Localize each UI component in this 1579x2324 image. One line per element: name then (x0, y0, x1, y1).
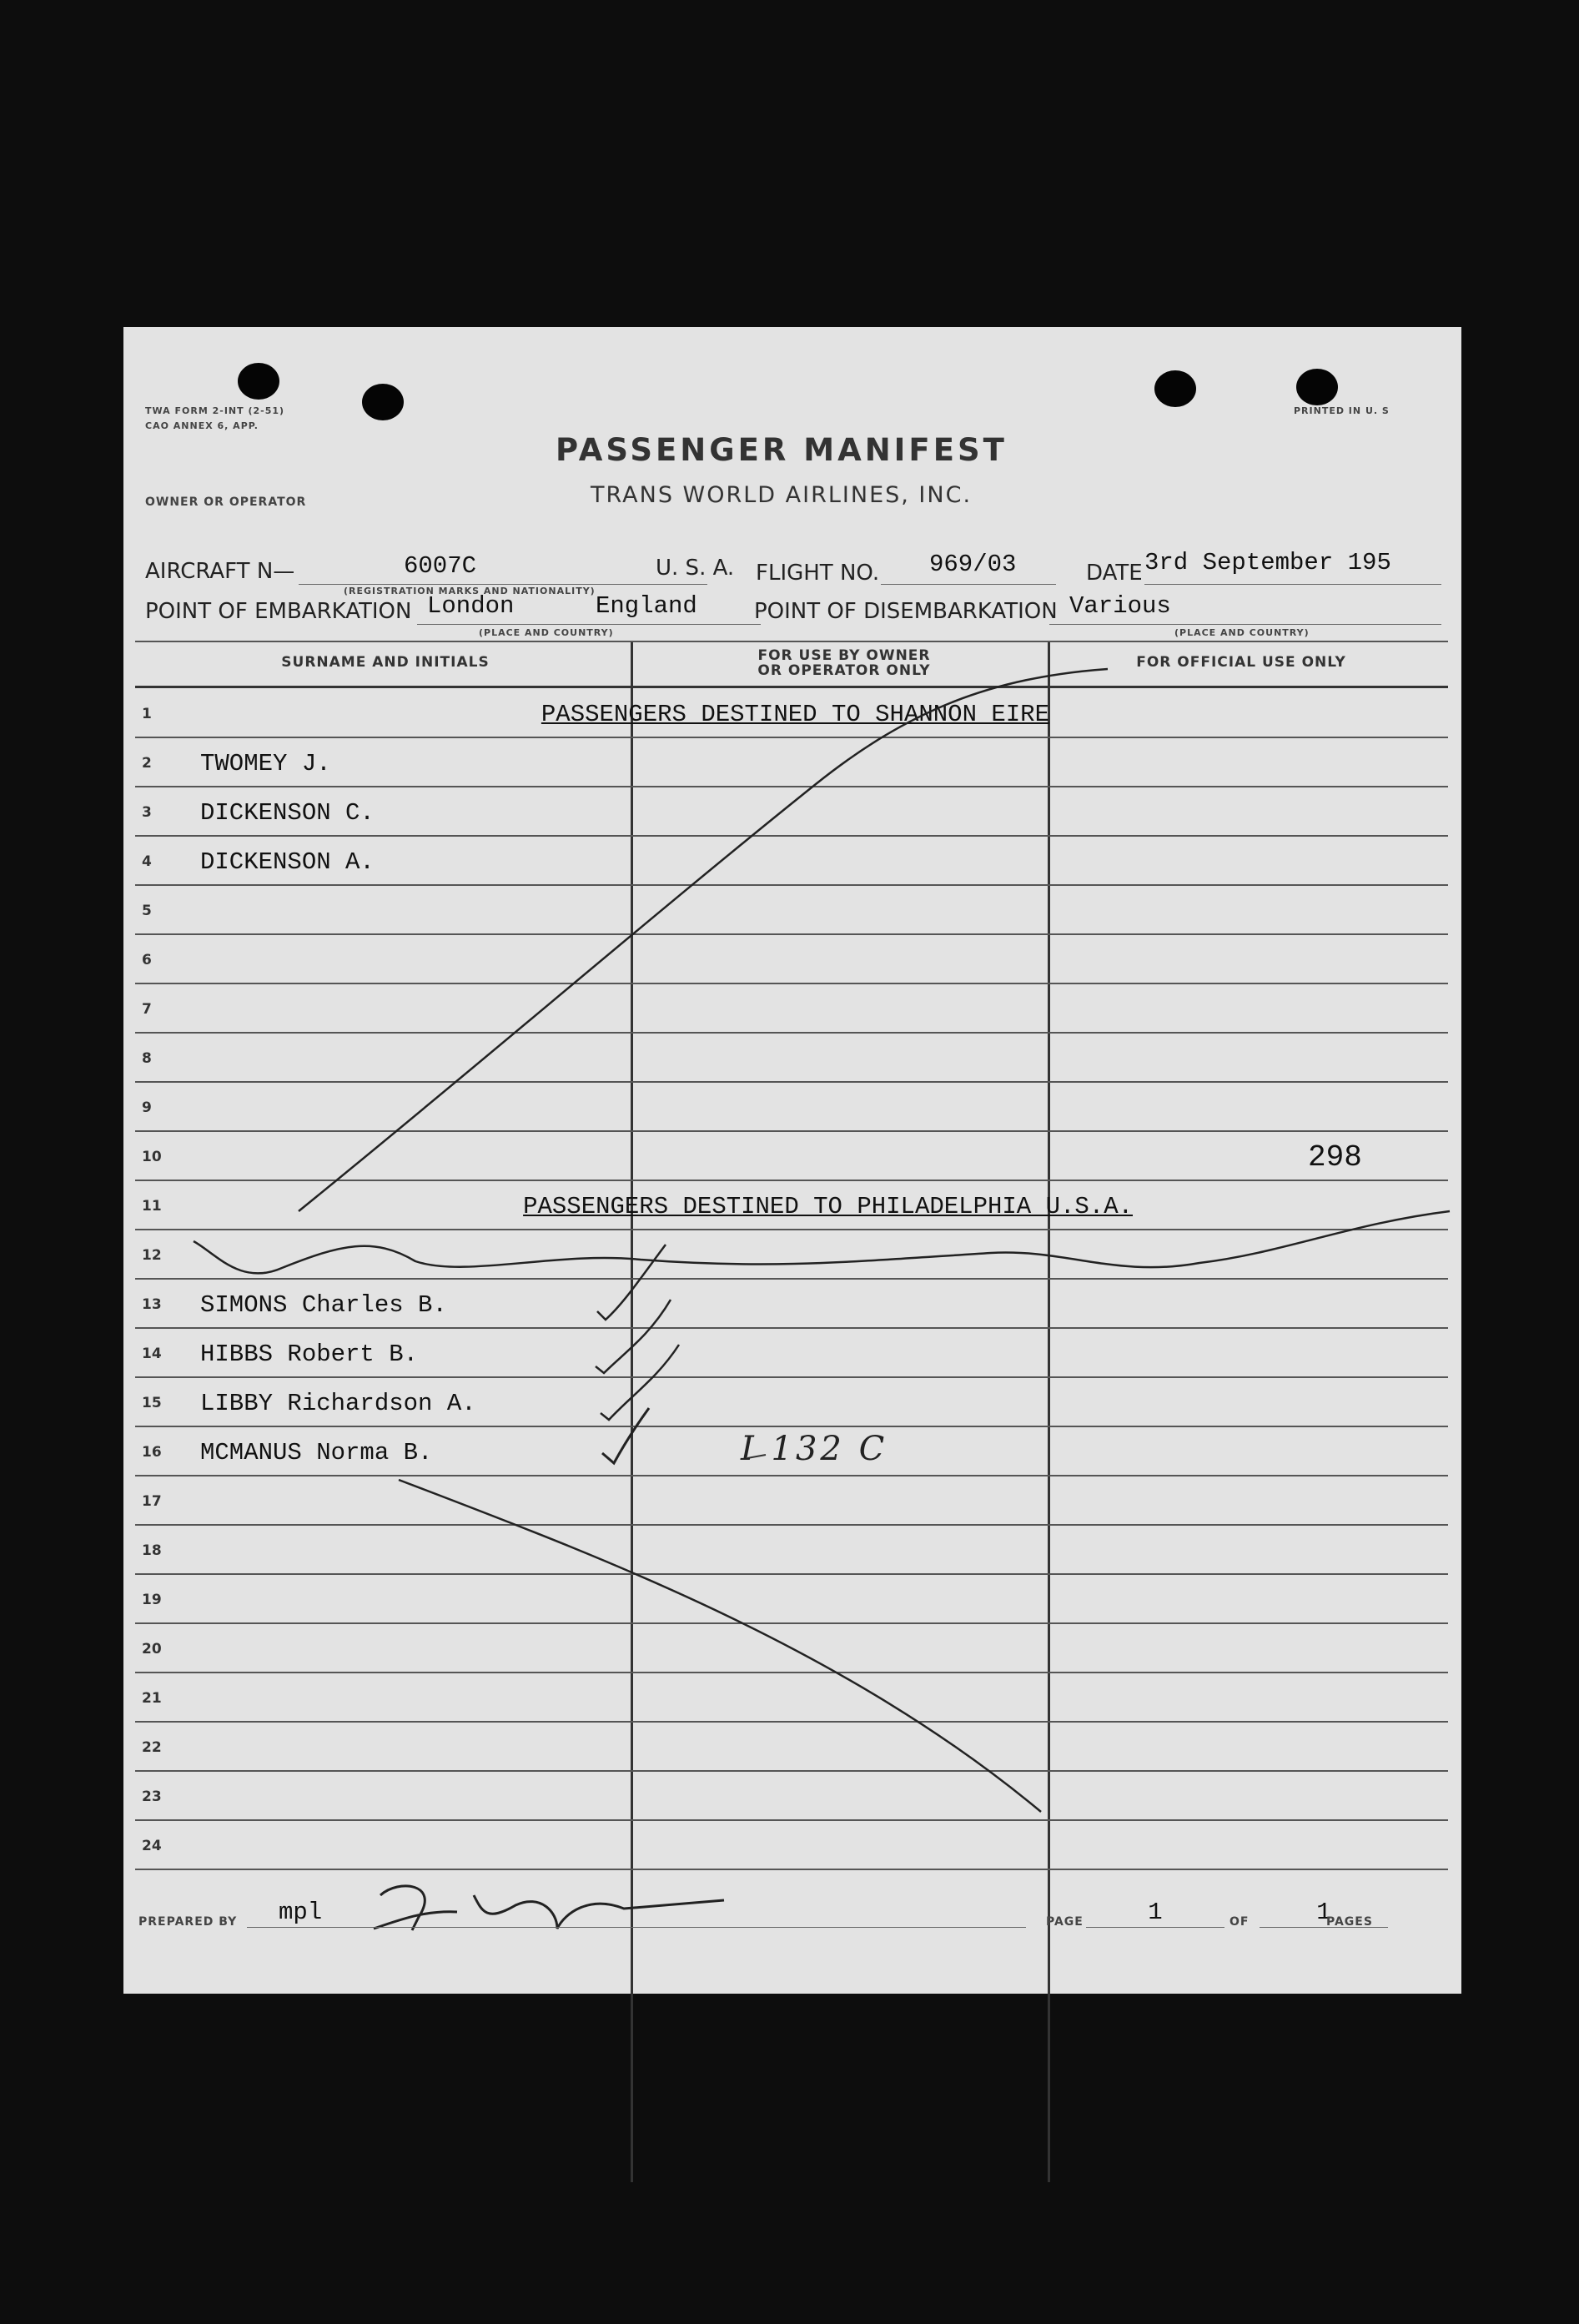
handwritten-note: I 132 C (741, 1430, 888, 1468)
aircraft-label: AIRCRAFT N— (145, 559, 295, 584)
col-owner-1: FOR USE BY OWNER (757, 647, 931, 664)
row-number: 21 (142, 1690, 162, 1707)
row-number: 7 (142, 1001, 152, 1018)
manifest-sheet (123, 327, 1461, 1994)
form-title: PASSENGER MANIFEST (556, 432, 1008, 468)
form-id: TWA FORM 2-INT (2-51) (145, 405, 285, 416)
flight-label: FLIGHT NO. (756, 561, 880, 586)
row-number: 4 (142, 853, 152, 870)
row-number: 11 (142, 1198, 162, 1215)
col-owner-2: OR OPERATOR ONLY (757, 662, 931, 679)
row-number: 24 (142, 1838, 162, 1854)
form-annex: CAO ANNEX 6, APP. (145, 420, 259, 431)
printed-note: PRINTED IN U. S (1294, 405, 1390, 416)
row-number: 5 (142, 903, 152, 919)
disembark-value: Various (1069, 592, 1171, 620)
page-number: 1 (1148, 1899, 1163, 1926)
row-number: 1 (142, 706, 152, 722)
row-number: 16 (142, 1444, 162, 1461)
passenger-name: SIMONS Charles B. (200, 1291, 447, 1319)
passenger-name: TWOMEY J. (200, 750, 331, 777)
of-label: OF (1230, 1915, 1250, 1929)
page-label: PAGE (1046, 1915, 1084, 1929)
row-number: 18 (142, 1542, 162, 1559)
row-number: 8 (142, 1050, 152, 1067)
row-number: 2 (142, 755, 152, 772)
row-number: 12 (142, 1247, 162, 1264)
passenger-name: MCMANUS Norma B. (200, 1439, 433, 1466)
row-number: 15 (142, 1395, 162, 1411)
prepared-label: PREPARED BY (138, 1915, 238, 1929)
place-note-1: (PLACE AND COUNTRY) (479, 627, 614, 638)
passenger-name: DICKENSON C. (200, 799, 375, 827)
row-number: 13 (142, 1296, 162, 1313)
usa-label: U. S. A. (656, 556, 735, 581)
flight-number: 969/03 (929, 551, 1017, 578)
embark-place: London (427, 592, 515, 620)
row-number: 23 (142, 1788, 162, 1805)
row-number: 14 (142, 1346, 162, 1362)
official-value: 298 (1308, 1140, 1362, 1175)
passenger-name: DICKENSON A. (200, 848, 375, 876)
place-note-2: (PLACE AND COUNTRY) (1174, 627, 1310, 638)
section-heading: PASSENGERS DESTINED TO PHILADELPHIA U.S.A. (523, 1193, 1133, 1220)
handwritten-marks (123, 327, 1461, 1994)
col-surname: SURNAME AND INITIALS (281, 654, 490, 671)
embark-label: POINT OF EMBARKATION (145, 599, 412, 624)
row-number: 20 (142, 1641, 162, 1657)
row-number: 9 (142, 1099, 152, 1116)
row-number: 19 (142, 1592, 162, 1608)
embark-country: England (596, 592, 697, 620)
pages-label: PAGES (1326, 1915, 1373, 1929)
section-heading: PASSENGERS DESTINED TO SHANNON EIRE (541, 701, 1049, 728)
prepared-by: mpl (279, 1899, 323, 1926)
owner-label: OWNER OR OPERATOR (145, 495, 307, 509)
aircraft-value: 6007C (404, 552, 477, 580)
row-number: 10 (142, 1149, 162, 1165)
date-value: 3rd September 195 (1144, 549, 1391, 576)
page-total: 1 (1316, 1899, 1331, 1926)
page-underline (1086, 1927, 1224, 1928)
date-label: DATE (1086, 561, 1143, 586)
passenger-name: HIBBS Robert B. (200, 1341, 419, 1368)
row-number: 6 (142, 952, 152, 968)
row-number: 22 (142, 1739, 162, 1756)
passenger-name: LIBBY Richardson A. (200, 1390, 476, 1417)
row-number: 17 (142, 1493, 162, 1510)
prepared-underline (247, 1927, 1026, 1928)
disembark-label: POINT OF DISEMBARKATION (754, 599, 1058, 624)
company-name: TRANS WORLD AIRLINES, INC. (591, 482, 973, 508)
col-official: FOR OFFICIAL USE ONLY (1136, 654, 1346, 671)
registration-note: (REGISTRATION MARKS AND NATIONALITY) (344, 586, 596, 596)
row-number: 3 (142, 804, 152, 821)
